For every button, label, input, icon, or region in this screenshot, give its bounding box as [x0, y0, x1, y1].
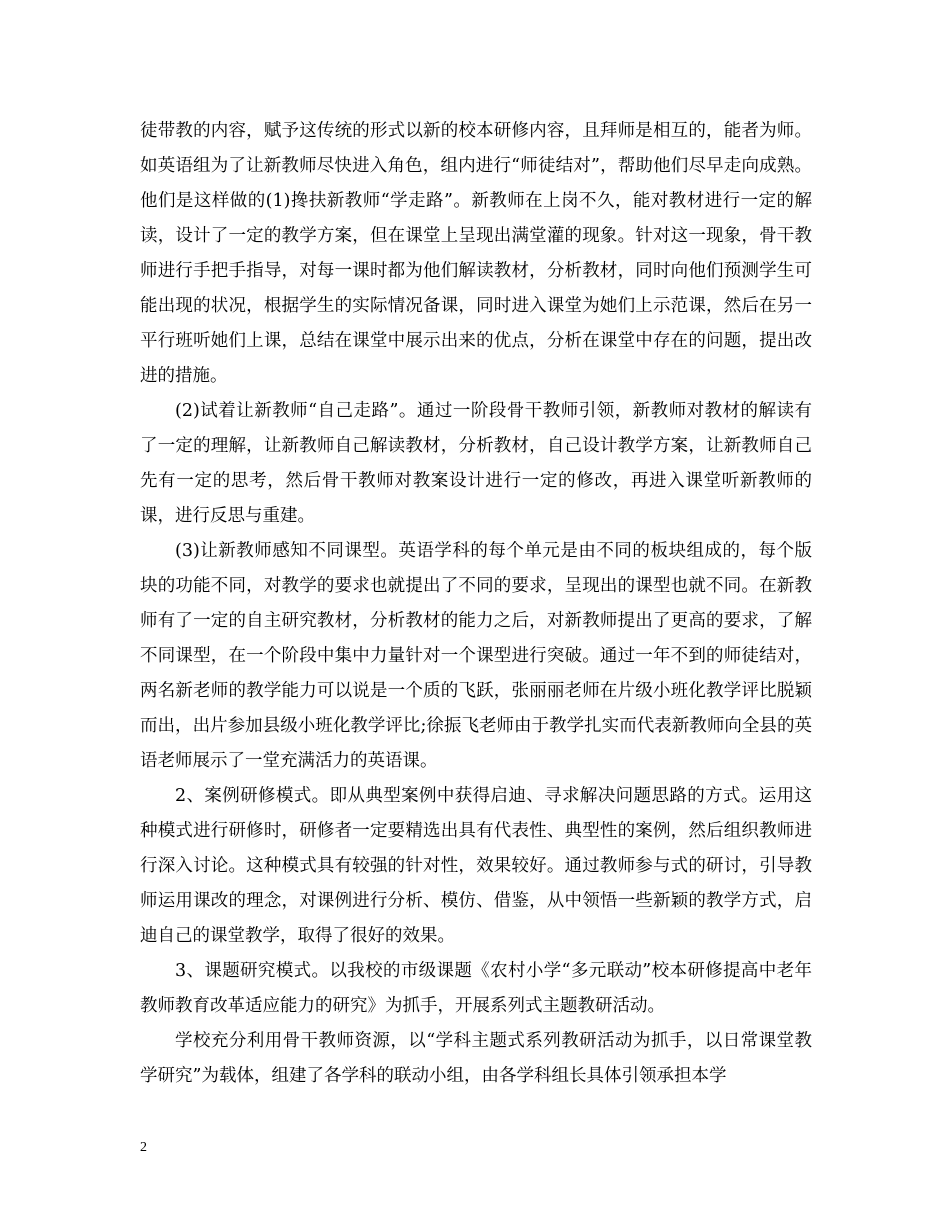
document-body	[140, 114, 812, 1094]
page-number: 2	[140, 1140, 147, 1155]
paragraph-backbone-teachers: 学校充分利用骨干教师资源，以“学科主题式系列教研活动为抓手，以日常课堂教学研究”为载体，组建了各学科的联动小组，由各学科组长具体引领承担本学	[140, 1031, 812, 1086]
paragraph-self-walking: (2)试着让新教师“自己走路”。通过一阶段骨干教师引领，新教师对教材的解读有了一定的理解，让新教师自己解读教材，分析教材，自己设计教学方案，让新教师自己先有一定的思考，然后骨干教师对教案设计进行一定的修改，再进入课堂听新教师的课，进行反思与重建。	[140, 401, 812, 526]
paragraph-mentoring-continued: 徒带教的内容，赋予这传统的形式以新的校本研修内容，且拜师是相互的，能者为师。如英语组为了让新教师尽快进入角色，组内进行“师徒结对”，帮助他们尽早走向成熟。他们是这样做的(1)搀扶新教师“学走路”。新教师在上岗不久，能对教材进行一定的解读，设计了一定的教学方案，但在课堂上呈现出满堂灌的现象。针对这一现象，骨干教师进行手把手指导，对每一课时都为他们解读教材，分析教材，同时向他们预测学生可能出现的状况，根据学生的实际情况备课，同时进入课堂为她们上示范课，然后在另一平行班听她们上课，总结在课堂中展示出来的优点，分析在课堂中存在的问题，提出改进的措施。	[140, 121, 812, 386]
paragraph-case-study-mode: 2、案例研修模式。即从典型案例中获得启迪、寻求解决问题思路的方式。运用这种模式进行研修时，研修者一定要精选出具有代表性、典型性的案例，然后组织教师进行深入讨论。这种模式具有较强的针对性，效果较好。通过教师参与式的研讨，引导教师运用课改的理念，对课例进行分析、模仿、借鉴，从中领悟一些新颖的教学方式，启迪自己的课堂教学，取得了很好的效果。	[140, 786, 812, 946]
paragraph-lesson-types: (3)让新教师感知不同课型。英语学科的每个单元是由不同的板块组成的，每个版块的功能不同，对教学的要求也就提出了不同的要求，呈现出的课型也就不同。在新教师有了一定的自主研究教材，分析教材的能力之后，对新教师提出了更高的要求，了解不同课型，在一个阶段中集中力量针对一个课型进行突破。通过一年不到的师徒结对，两名新老师的教学能力可以说是一个质的飞跃，张丽丽老师在片级小班化教学评比脱颖而出，出片参加县级小班化教学评比;徐振飞老师由于教学扎实而代表新教师向全县的英语老师展示了一堂充满活力的英语课。	[140, 541, 812, 771]
paragraph-research-project-mode: 3、课题研究模式。以我校的市级课题《农村小学“多元联动”校本研修提高中老年教师教育改革适应能力的研究》为抓手，开展系列式主题教研活动。	[140, 961, 812, 1016]
